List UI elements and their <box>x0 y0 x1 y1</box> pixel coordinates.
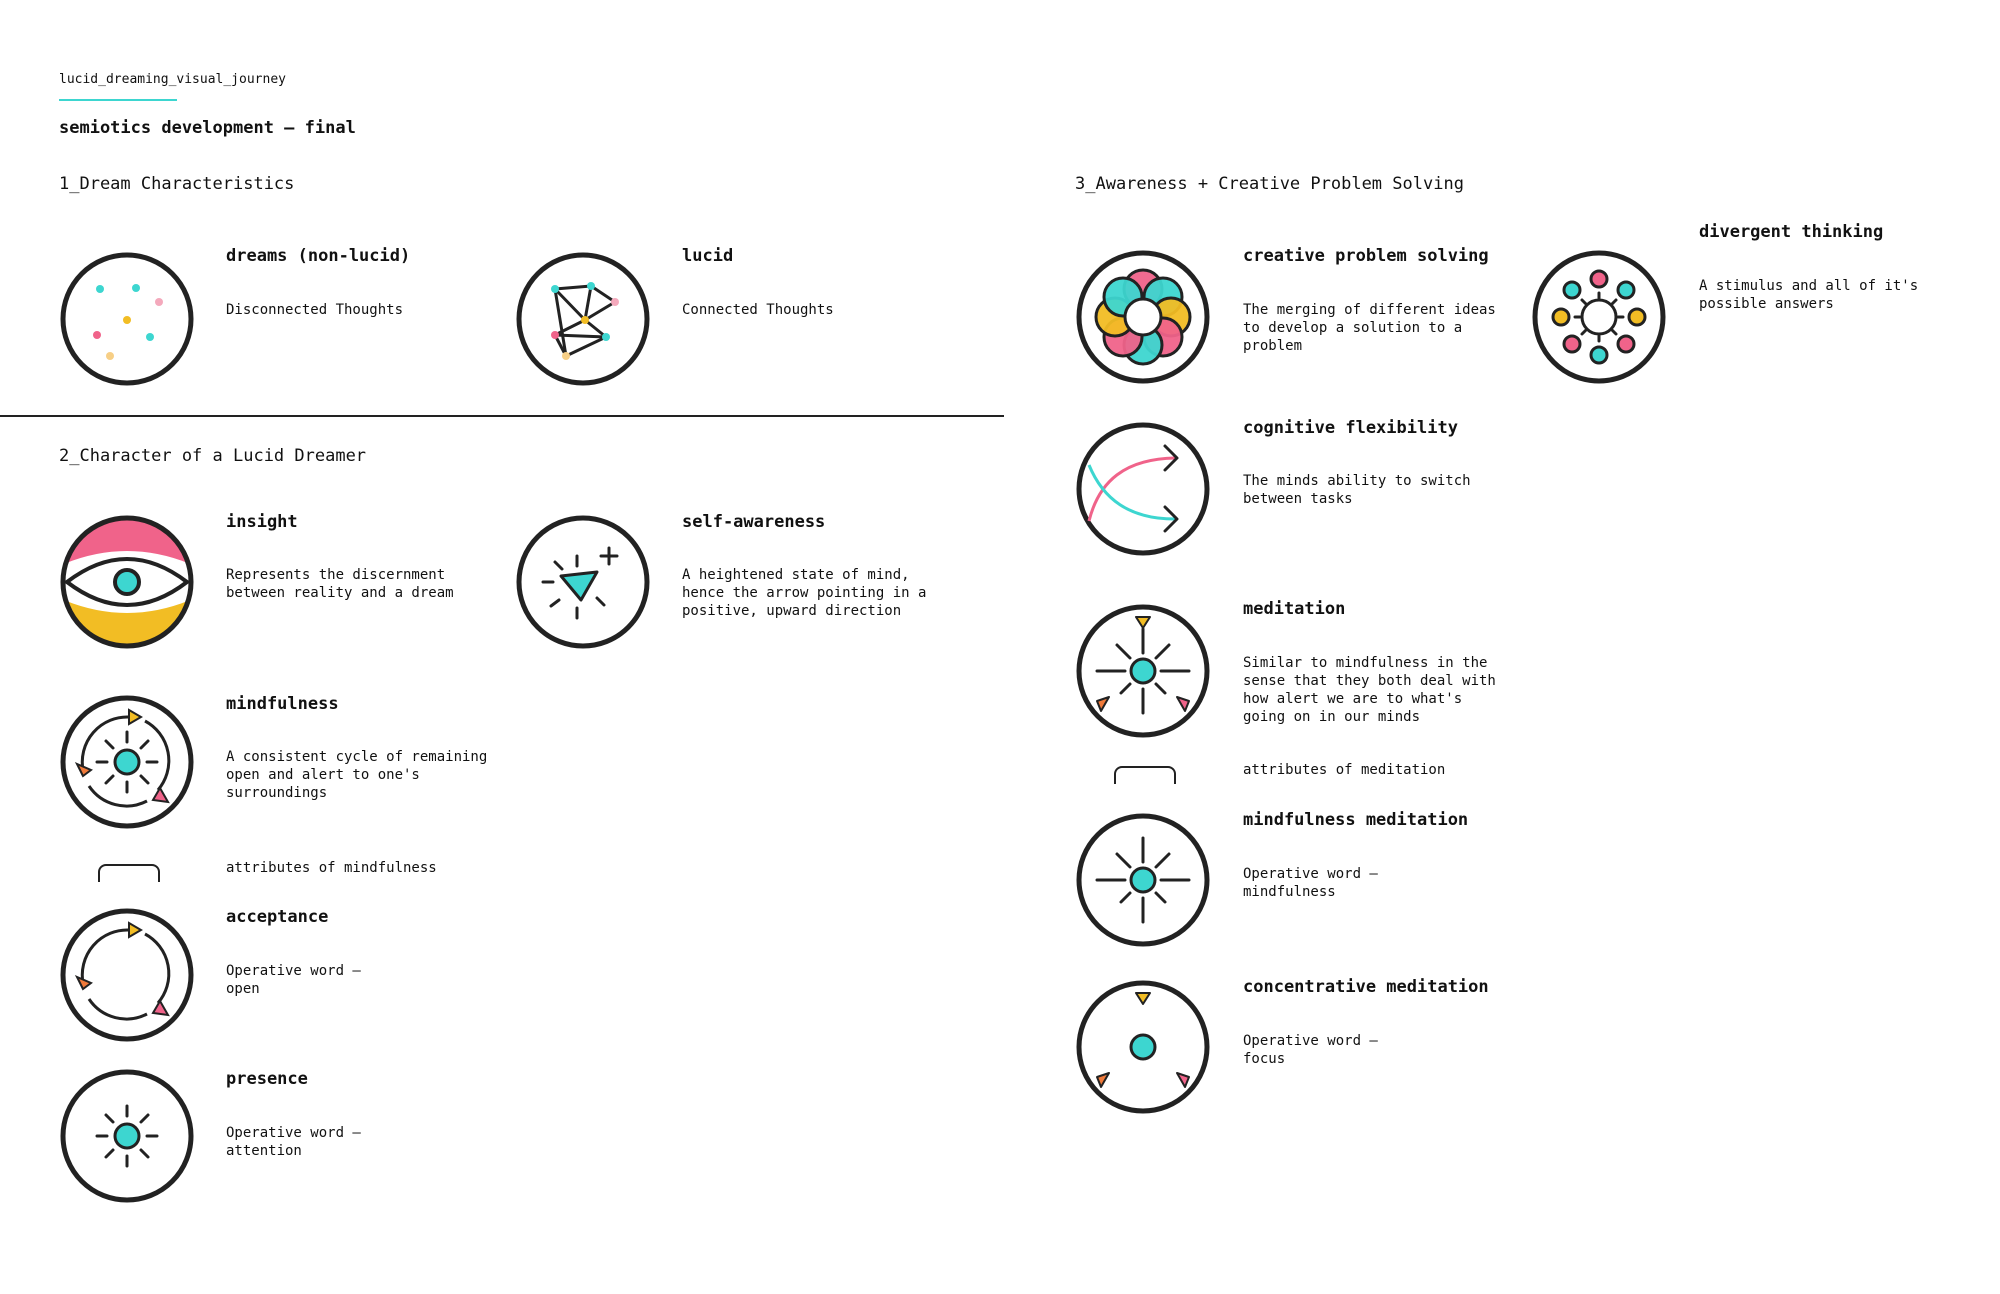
mindmed-desc: Operative word — mindfulness <box>1243 866 1378 900</box>
section-2-heading: 2_Character of a Lucid Dreamer <box>59 446 367 466</box>
scattered-dots-icon <box>59 251 195 387</box>
selfawareness-desc: A heightened state of mind, hence the arrow pointing in a positive, upward direction <box>682 567 927 619</box>
meditation-icon <box>1075 603 1211 739</box>
open-cycle-icon <box>59 907 195 1043</box>
section-3-heading: 3_Awareness + Creative Problem Solving <box>1075 174 1464 194</box>
insight-title: insight <box>226 512 298 532</box>
meditation-desc: Similar to mindfulness in the sense that they both deal with how alert we are to what's going on in our minds <box>1243 655 1496 725</box>
lucid-title: lucid <box>682 246 734 266</box>
connected-network-icon <box>515 251 651 387</box>
dreams-desc: Disconnected Thoughts <box>226 302 404 318</box>
acceptance-title: acceptance <box>226 907 329 927</box>
mindmed-title: mindfulness meditation <box>1243 810 1469 830</box>
section-1-heading: 1_Dream Characteristics <box>59 174 295 194</box>
eye-icon <box>59 514 195 650</box>
radiating-sun-icon <box>1075 812 1211 948</box>
page-subtitle: semiotics development — final <box>59 118 356 138</box>
acceptance-desc: Operative word — open <box>226 963 361 997</box>
crossing-arrows-icon <box>1075 421 1211 557</box>
divergent-title: divergent thinking <box>1699 222 1884 242</box>
focus-point-icon <box>1075 979 1211 1115</box>
dreams-title: dreams (non-lucid) <box>226 246 411 266</box>
project-kicker: lucid_dreaming_visual_journey <box>59 72 286 87</box>
creative-title: creative problem solving <box>1243 246 1489 266</box>
sun-cycle-icon <box>59 694 195 830</box>
attributes-of-meditation: attributes of meditation <box>1243 762 1446 778</box>
meditation-title: meditation <box>1243 599 1346 619</box>
presence-title: presence <box>226 1069 308 1089</box>
attributes-bracket <box>1114 766 1176 784</box>
merging-circles-icon <box>1075 249 1211 385</box>
concmed-title: concentrative meditation <box>1243 977 1489 997</box>
presence-desc: Operative word — attention <box>226 1125 361 1159</box>
mindfulness-title: mindfulness <box>226 694 339 714</box>
mindfulness-desc: A consistent cycle of remaining open and alert to one's surroundings <box>226 749 488 801</box>
upward-arrow-icon <box>515 514 651 650</box>
lucid-desc: Connected Thoughts <box>682 302 834 318</box>
concmed-desc: Operative word — focus <box>1243 1033 1378 1067</box>
insight-desc: Represents the discernment between reality and a dream <box>226 567 454 601</box>
attributes-of-mindfulness: attributes of mindfulness <box>226 860 437 876</box>
divergent-nodes-icon <box>1531 249 1667 385</box>
kicker-underline <box>59 99 177 101</box>
selfawareness-title: self-awareness <box>682 512 826 532</box>
section-divider <box>0 415 1004 417</box>
sun-icon <box>59 1068 195 1204</box>
attributes-bracket <box>98 864 160 882</box>
creative-desc: The merging of different ideas to develop a solution to a problem <box>1243 302 1496 354</box>
cognitive-desc: The minds ability to switch between tasks <box>1243 473 1471 507</box>
divergent-desc: A stimulus and all of it's possible answers <box>1699 278 1919 312</box>
cognitive-title: cognitive flexibility <box>1243 418 1458 438</box>
